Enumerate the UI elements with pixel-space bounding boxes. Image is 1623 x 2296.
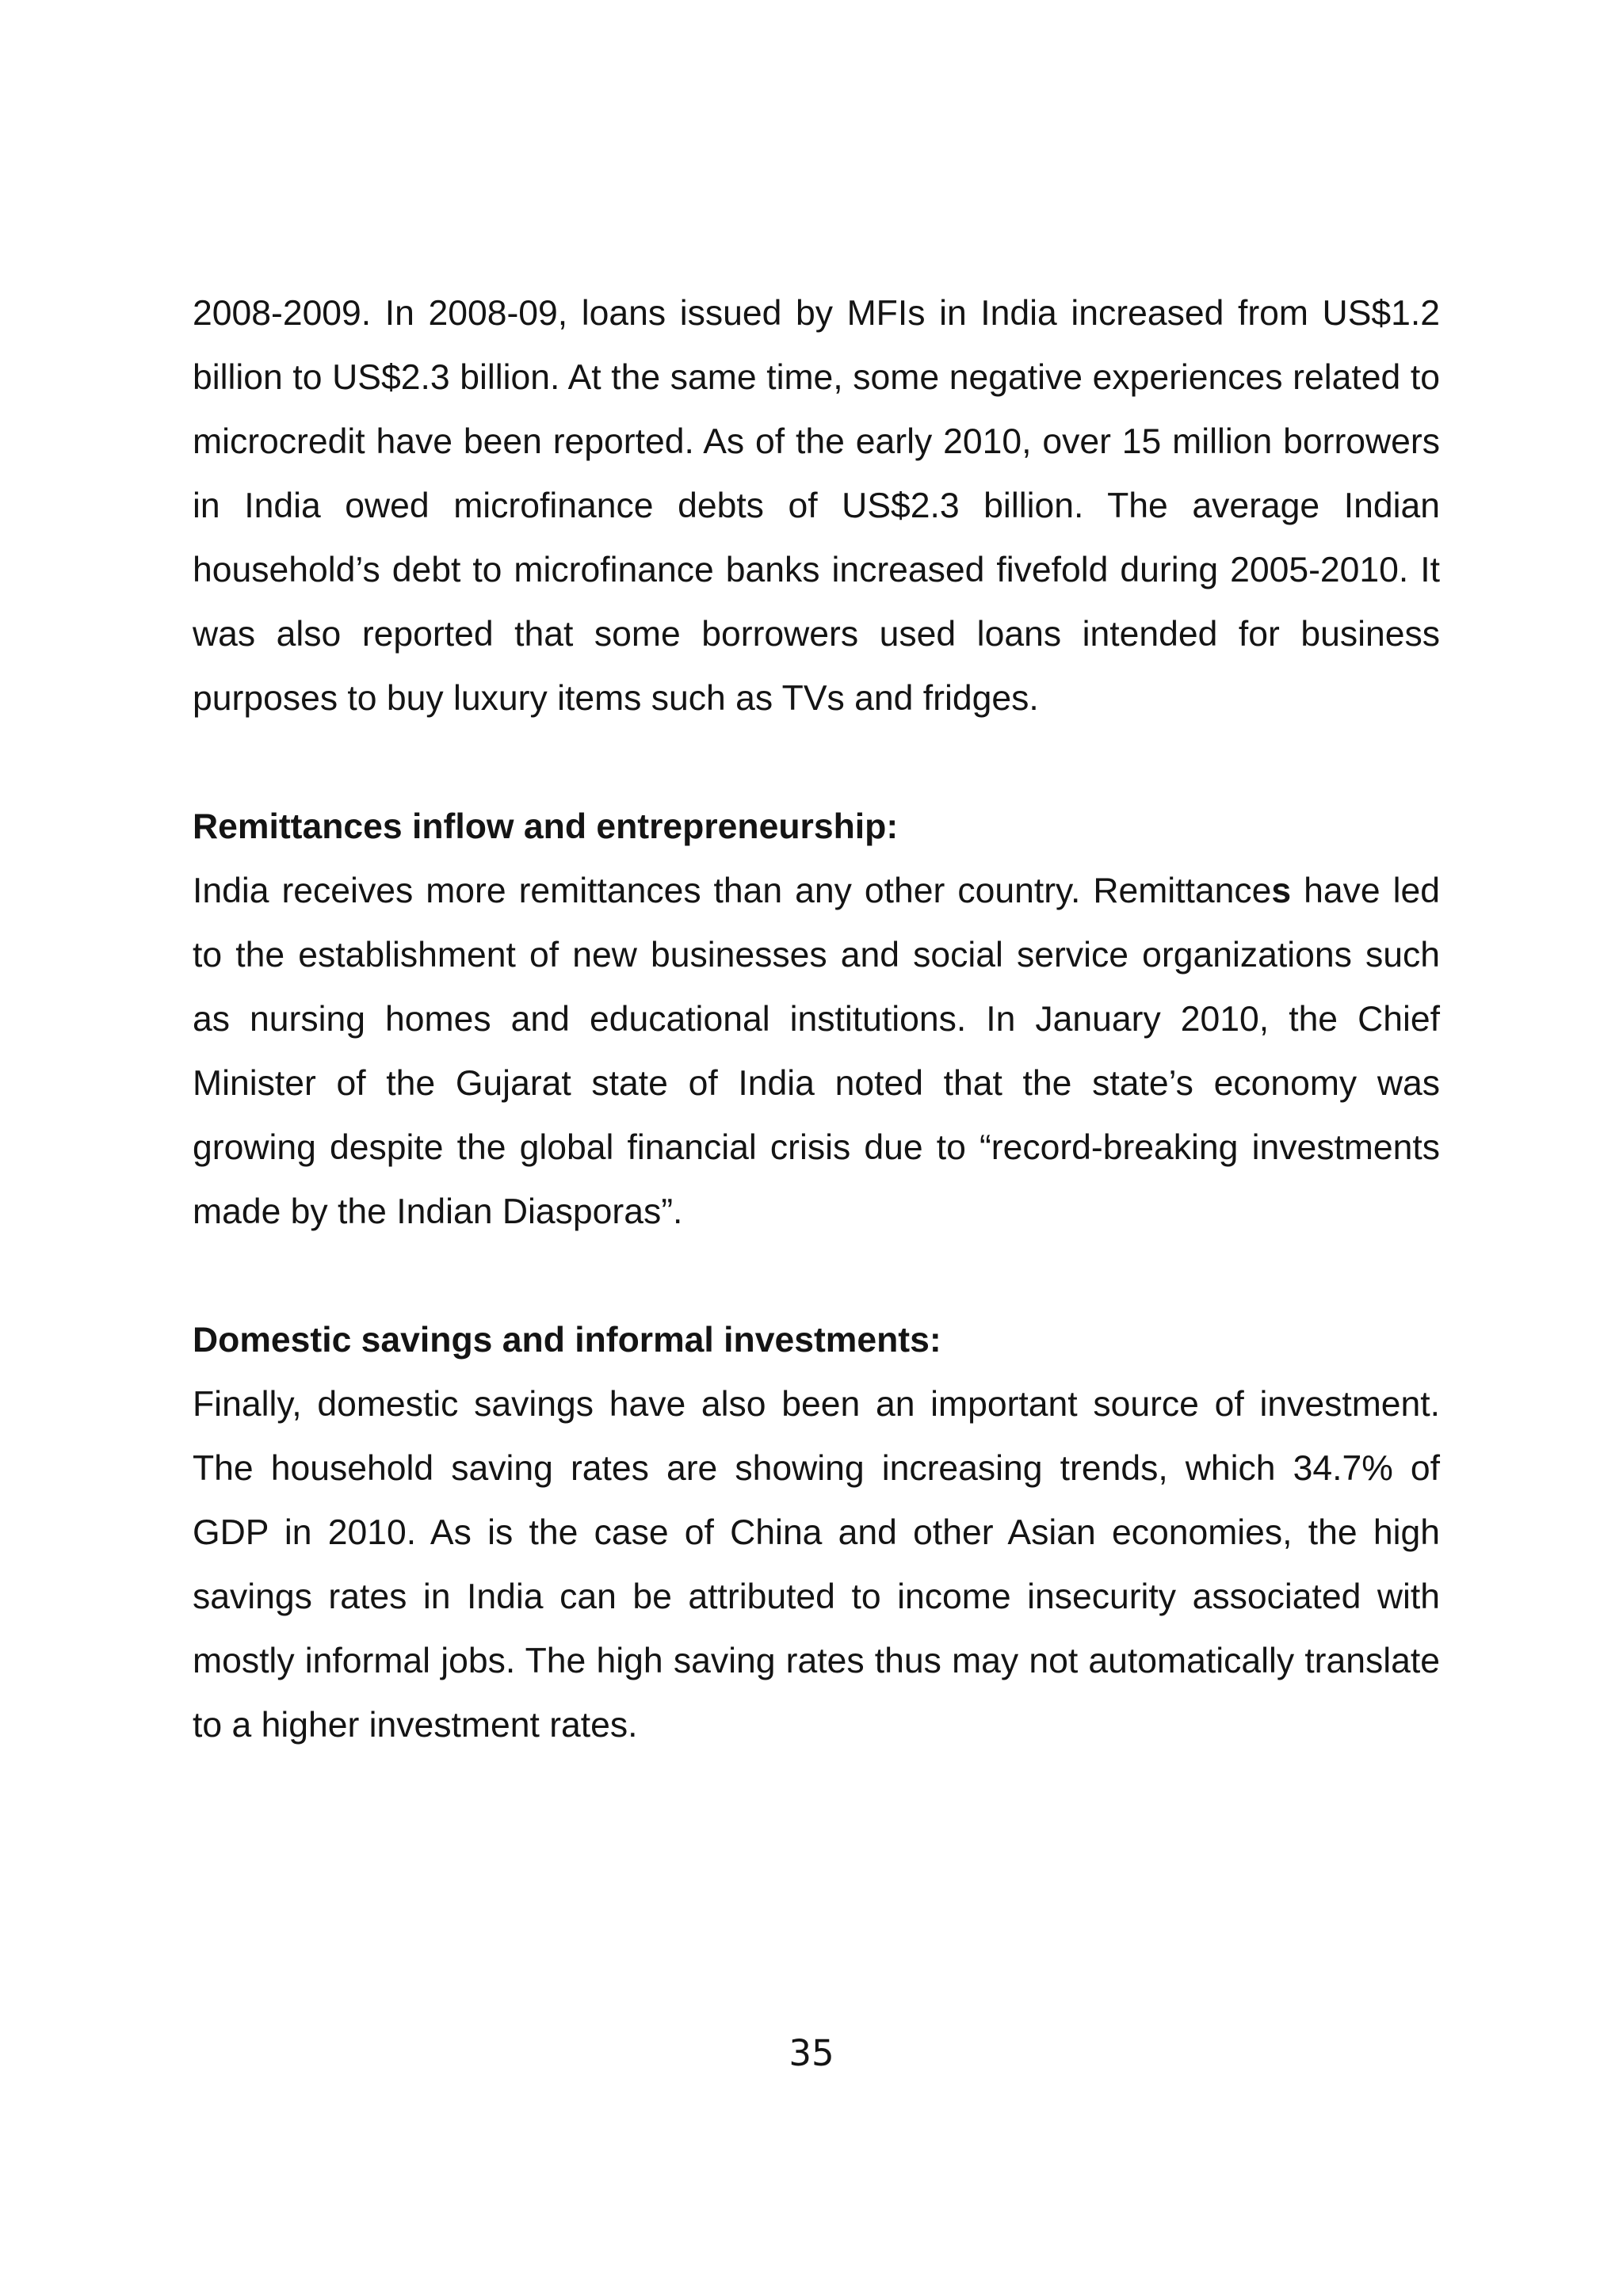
- section-heading-remittances: Remittances inflow and entrepreneurship:: [193, 807, 899, 846]
- page-number: 35: [789, 2032, 834, 2074]
- intro-paragraph: 2008-2009. In 2008-09, loans issued by MFIs in India increased from US$1.2 billion to US$2.3 billion. At the same time, some negative experiences related to microcredit have been reported. As of the early 2010, over 15 million borrowers in India owed microfinance debts of US$2.3 billion. The average Indian household’s debt to microfinance banks increased fivefold during 2005-2010. It was also reported that some borrowers used loans intended for business purposes to buy luxury items such as TVs and fridges.: [193, 294, 1440, 718]
- remittances-paragraph: [193, 859, 1440, 1244]
- remittances-text-start: India receives more remittances than any other country. Remittance: [193, 871, 1272, 910]
- section-heading-domestic-savings: Domestic savings and informal investments:: [193, 1321, 941, 1360]
- remittances-bold-letter: s: [1271, 871, 1292, 910]
- remittances-text-end: have led to the establishment of new businesses and social service organizations such as nursing homes and educational institutions. In January 2010, the Chief Minister of the Gujarat state of India noted that the state’s economy was growing despite the global financial crisis due to “record-breaking investments made by the Indian Diasporas”.: [193, 871, 1441, 1231]
- paragraph-gap: [193, 730, 1440, 795]
- paragraph-gap: [193, 1244, 1440, 1308]
- page-content: [193, 281, 1440, 1757]
- domestic-savings-paragraph: Finally, domestic savings have also been an important source of investment. The household saving rates are showing increasing trends, which 34.7% of GDP in 2010. As is the case of China and other Asian economies, the high savings rates in India can be attributed to income insecurity associated with mostly informal jobs. The high saving rates thus may not automatically translate to a higher investment rates.: [193, 1385, 1440, 1745]
